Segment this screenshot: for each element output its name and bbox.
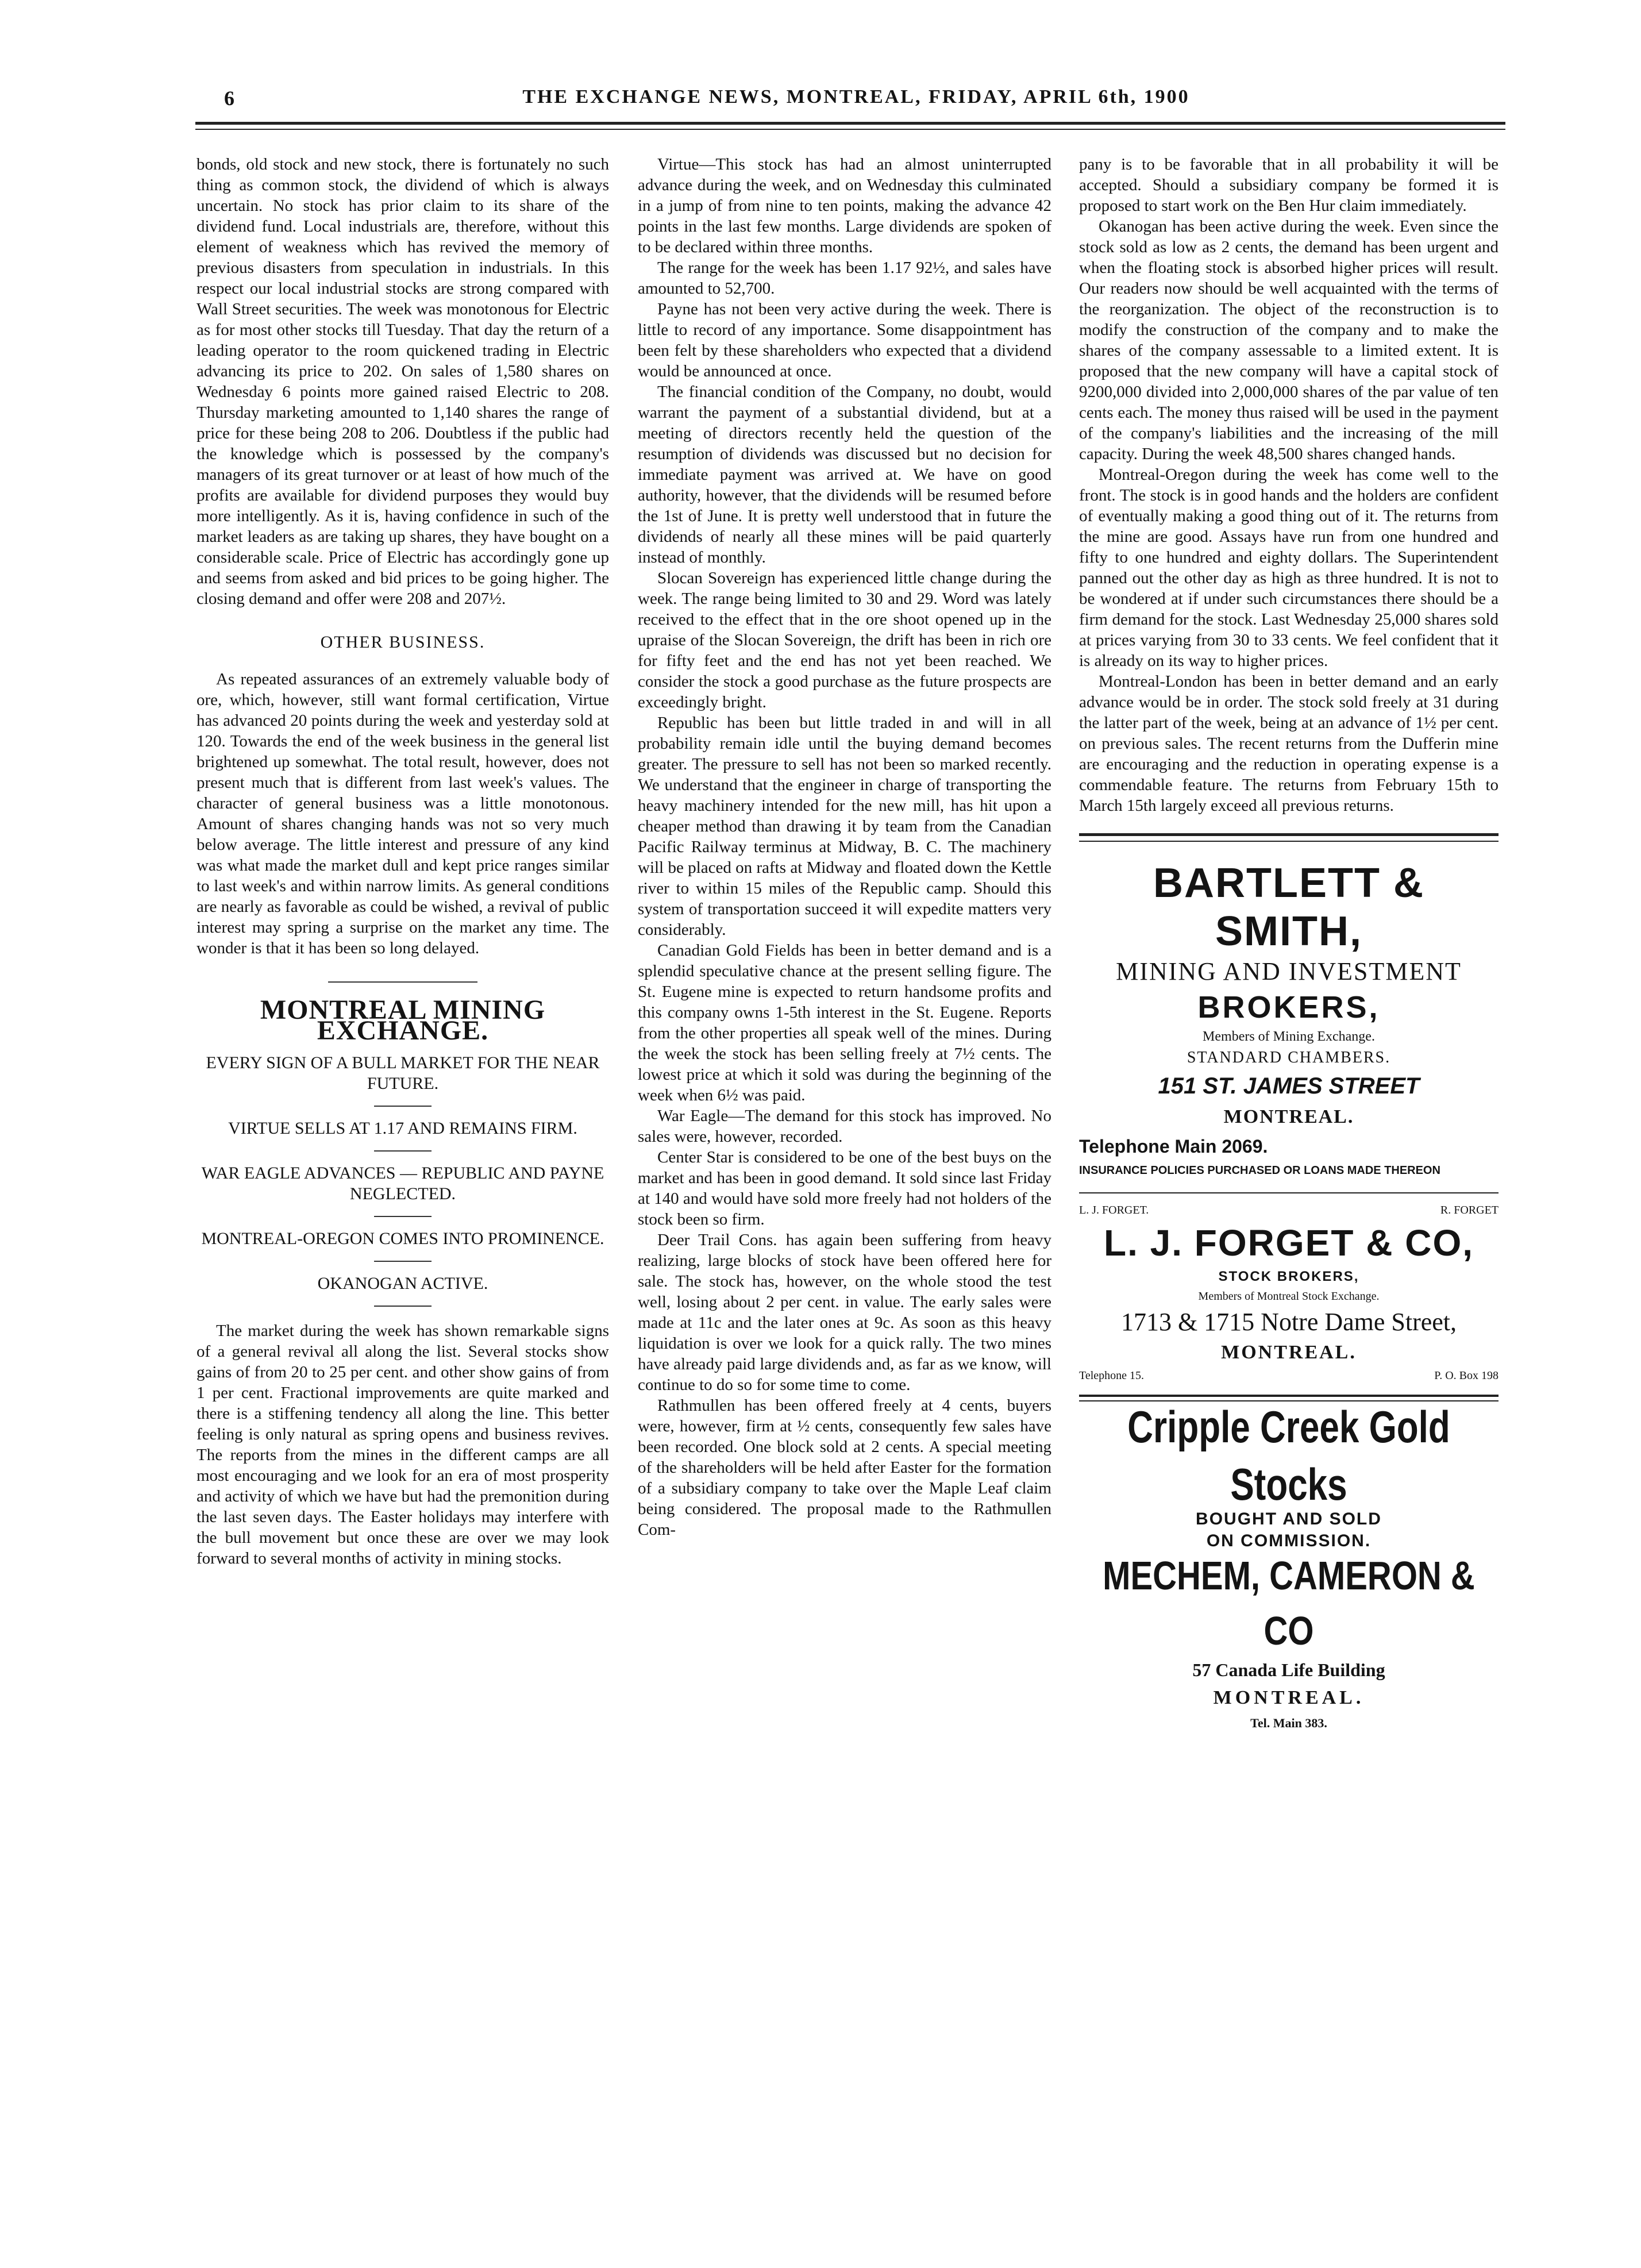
article-paragraph: Canadian Gold Fields has been in better demand and is a splendid speculative chance at the present selling figure. The St. Eugene mine is expected to return handsome profits and this company owns 1-5th interest in the St. Eugene. Reports from the other properties all speak well of the mines. During the week the stock has been selling freely at 7½ cents. The lowest price at which it sold was during the beginning of the week when 6½ was paid. bbox=[638, 941, 1051, 1104]
deck-headline: WAR EAGLE ADVANCES — REPUBLIC AND PAYNE NEGLECTED. bbox=[201, 1164, 604, 1203]
article-paragraph: Rathmullen has been offered freely at 4 cents, buyers were, however, firm at ½ cents, consequently few sales have been recorded. One block sold at 2 cents. A special meeting of the shareholders will be held after Easter for the formation of a subsidiary company to take over the Maple Leaf claim being considered. The proposal made to the Rathmullen Com- bbox=[638, 1396, 1051, 1539]
ad-divider bbox=[1079, 1395, 1499, 1397]
ad-line: ON COMMISSION. bbox=[1206, 1531, 1372, 1550]
ad-note: INSURANCE POLICIES PURCHASED OR LOANS MADE THEREON bbox=[1079, 1164, 1440, 1177]
deck-headline: VIRTUE SELLS AT 1.17 AND REMAINS FIRM. bbox=[228, 1119, 577, 1138]
ad-partner-left: L. J. FORGET. bbox=[1079, 1204, 1149, 1216]
divider bbox=[374, 1216, 432, 1217]
ad-firm-name: MECHEM, CAMERON & CO bbox=[1103, 1553, 1475, 1654]
article-paragraph: Republic has been but little traded in and will in all probability remain idle until the buying demand becomes greater. The pressure to sell has not been so marked recently. We understand that the engineer in charge of transporting the heavy machinery intended for the new mill, has hit upon a cheaper method than drawing it by team from the Canadian Pacific Railway terminus at Midway, B. C. The machinery will be placed on rafts at Midway and floated down the Kettle river to within 15 miles of the Republic camp. Should this system of transportation succeed it will expedite matters very considerably. bbox=[638, 714, 1051, 939]
column-3 bbox=[1079, 154, 1499, 1735]
article-paragraph: Montreal-London has been in better demand and an early advance would be in order. The stock sold freely at 31 during the latter part of the week, being at an advance of 1½ per cent. on previous sales. The recent returns from the Dufferin mine are encouraging and the reduction in operating expense is a commendable feature. The returns from February 15th to March 15th largely exceed all previous returns. bbox=[1079, 672, 1499, 815]
ad-line: Members of Mining Exchange. bbox=[1203, 1029, 1375, 1044]
ad-partners bbox=[1079, 1200, 1499, 1220]
section-heading-other-business: OTHER BUSINESS. bbox=[320, 633, 486, 652]
ad-box: P. O. Box 198 bbox=[1434, 1369, 1499, 1382]
article-paragraph: The financial condition of the Company, no doubt, would warrant the payment of a substantial dividend, but at a meeting of directors recently held the question of the resumption of dividends was discussed but no decision for immediate payment was arrived at. We have on good authority, however, that the dividends will be resumed before the 1st of June. It is pretty well understood that in future the dividends of nearly all these mines will be paid quarterly instead of monthly. bbox=[638, 383, 1051, 567]
ad-line: Members of Montreal Stock Exchange. bbox=[1198, 1290, 1380, 1303]
article-paragraph: Deer Trail Cons. has again been suffering from heavy realizing, large blocks of stock have been offered here for sale. The stock has, however, on the whole stood the test well, losing about 2 per cent. in value. The early sales were made at 11c and the later ones at 9c. As soon as this heavy liquidation is over we look for a quick rally. The two mines have already paid large dividends and, as far as we know, will continue to do so for some time to come. bbox=[638, 1231, 1051, 1394]
ad-headline: Cripple Creek Gold Stocks bbox=[1127, 1403, 1450, 1510]
article-paragraph: Virtue—This stock has had an almost uninterrupted advance during the week, and on Wednesday this culminated in a jump of from nine to ten points, making the advance 42 points in the last few months. Large dividends are spoken of to be declared within three months. bbox=[638, 155, 1051, 256]
article-paragraph: bonds, old stock and new stock, there is fortunately no such thing as common stock, the dividend of which is always uncertain. No stock has prior claim to its share of the dividend fund. Local industrials are, therefore, without this element of weakness which has revived the memory of previous disasters from speculation in industrials. In this respect our local industrial stocks are strong compared with Wall Street securities. The week was monotonous for Electric as for most other stocks till Tuesday. That day the return of a leading operator to the room quickened trading in Electric advancing its price to 202. On sales of 1,580 shares on Wednesday 6 points more gained raised Electric to 208. Thursday marketing amounted to 1,140 shares the range of price for these being 208 to 206. Doubtless if the public had the knowledge which is possessed by the company's managers of its great turnover or at least of how much of the profits are available for dividend purposes they would buy more intelligently. As it is, having confidence in such of the market leaders as are taking up shares, they have bought on a considerable scale. Price of Electric has accordingly gone up and seems from asked and bid prices to be going higher. The closing demand and offer were 208 and 207½. bbox=[197, 155, 609, 608]
ad-city: MONTREAL. bbox=[1223, 1106, 1354, 1127]
ad-partner-right: R. FORGET bbox=[1440, 1204, 1499, 1216]
section-heading-mining-exchange: MONTREAL MINING EXCHANGE. bbox=[260, 995, 546, 1046]
divider bbox=[328, 981, 477, 983]
advertisement-mechem-cameron bbox=[1079, 1403, 1499, 1735]
ad-firm-name: BARTLETT & SMITH, bbox=[1153, 860, 1424, 954]
ad-city: MONTREAL. bbox=[1213, 1687, 1365, 1708]
ad-phone: Tel. Main 383. bbox=[1250, 1716, 1327, 1730]
ad-city: MONTREAL. bbox=[1221, 1342, 1357, 1363]
ad-divider bbox=[1079, 1192, 1499, 1193]
divider bbox=[374, 1150, 432, 1152]
deck-headline: OKANOGAN ACTIVE. bbox=[317, 1274, 488, 1293]
masthead-title: THE EXCHANGE NEWS, MONTREAL, FRIDAY, APRIL 6th, 1900 bbox=[522, 86, 1190, 107]
ad-line: MINING AND INVESTMENT bbox=[1116, 957, 1462, 985]
column-1 bbox=[197, 154, 609, 1569]
article-paragraph: Slocan Sovereign has experienced little change during the week. The range being limited to 30 and 29. Word was lately received to the effect that in the ore shoot opened up in the upraise of the Slocan Sovereign, the drift has been in rich ore for fifty feet and the end has not yet been reached. We consider the stock a good purchase as the future prospects are exceedingly bright. bbox=[638, 569, 1051, 711]
article-paragraph: Payne has not been very active during the week. There is little to record of any importance. Some disappointment has been felt by these shareholders who expected that a dividend would be announced at once. bbox=[638, 300, 1051, 380]
ad-firm-name: L. J. FORGET & CO, bbox=[1103, 1222, 1474, 1264]
deck-headline: MONTREAL-OREGON COMES INTO PROMINENCE. bbox=[201, 1229, 604, 1248]
page-number: 6 bbox=[224, 87, 234, 110]
page-header bbox=[167, 86, 1546, 121]
header-rule-thin bbox=[195, 129, 1505, 130]
advertisement-forget bbox=[1079, 1200, 1499, 1385]
article-paragraph: Okanogan has been active during the week. Even since the stock sold as low as 2 cents, the demand has been urgent and when the floating stock is absorbed higher prices will result. Our readers now should be well acquainted with the terms of the reorganization. The object of the reconstruction is to modify the construction of the company and to make the shares of the company assessable to a limited extent. It is proposed that the new company will have a capital stock of 9200,000 divided into 2,000,000 shares of the par value of ten cents each. The money thus raised will be used in the payment of the company's liabilities and the increasing of the mill capacity. During the week 48,500 shares changed hands. bbox=[1079, 217, 1499, 463]
article-paragraph: pany is to be favorable that in all probability it will be accepted. Should a subsidiary company be formed it is proposed to start work on the Ben Hur claim immediately. bbox=[1079, 155, 1499, 215]
article-paragraph: Center Star is considered to be one of the best buys on the market and has been in good demand. It sold since last Friday at 140 and would have sold more freely had not holders of the stock been so firm. bbox=[638, 1148, 1051, 1229]
divider bbox=[374, 1261, 432, 1262]
article-paragraph: War Eagle—The demand for this stock has improved. No sales were, however, recorded. bbox=[638, 1107, 1051, 1146]
ad-address: 57 Canada Life Building bbox=[1192, 1659, 1385, 1680]
ad-line: STANDARD CHAMBERS. bbox=[1187, 1049, 1391, 1066]
column-2 bbox=[638, 154, 1051, 1540]
deck-headline: EVERY SIGN OF A BULL MARKET FOR THE NEAR FUTURE. bbox=[206, 1053, 600, 1093]
ad-divider bbox=[1079, 833, 1499, 836]
article-paragraph: The market during the week has shown remarkable signs of a general revival all along the list. Several stocks show gains of from 20 to 25 per cent. and other show gains of from 1 per cent. Fractional improvements are quite marked and there is a stiffening tendency all along the line. This better feeling is only natural as spring opens and business revives. The reports from the mines in the different camps are all most encouraging and we look for an era of most prosperity and activity of which we have but had the premonition during the last seven days. The Easter holidays may interfere with the bull movement but once these are over we may look forward to several months of activity in mining stocks. bbox=[197, 1322, 609, 1568]
article-paragraph: The range for the week has been 1.17 92½, and sales have amounted to 52,700. bbox=[638, 259, 1051, 298]
ad-phone: Telephone 15. bbox=[1079, 1369, 1145, 1382]
ad-contacts bbox=[1079, 1366, 1499, 1385]
ad-line: BROKERS, bbox=[1197, 990, 1380, 1025]
ad-line: BOUGHT AND SOLD bbox=[1196, 1510, 1382, 1528]
article-paragraph: As repeated assurances of an extremely valuable body of ore, which, however, still want formal certification, Virtue has advanced 20 points during the week and yesterday sold at 120. Towards the end of the week business in the general list brightened up somewhat. The total result, however, does not present much that is different from last week's values. The character of general business was a little monotonous. Amount of shares changing hands was not so very much below average. The little interest and pressure of any kind was what made the market dull and kept price ranges similar to last week's and within narrow limits. As general conditions are nearly as favorable as could be wished, a revival of public interest may spring a surprise on the market any time. The wonder is that it has been so long delayed. bbox=[197, 670, 609, 957]
divider bbox=[374, 1306, 432, 1307]
ad-phone: Telephone Main 2069. bbox=[1079, 1136, 1268, 1157]
ad-address: 151 ST. JAMES STREET bbox=[1158, 1073, 1420, 1099]
ad-line: STOCK BROKERS, bbox=[1218, 1269, 1359, 1284]
divider bbox=[374, 1106, 432, 1107]
advertisement-bartlett-smith bbox=[1079, 859, 1499, 1180]
ad-divider-thin bbox=[1079, 841, 1499, 842]
header-rule bbox=[195, 122, 1505, 125]
article-paragraph: Montreal-Oregon during the week has come well to the front. The stock is in good hands and the holders are confident of eventually making a good thing out of it. The returns from the mine are good. Assays have run from one hundred and fifty to one hundred and eighty dollars. The Superintendent panned out the other day as high as three hundred. It is not to be wondered at if under such circumstances there should be a firm demand for the stock. Last Wednesday 25,000 shares sold at prices varying from 30 to 33 cents. We feel confident that it is already on its way to higher prices. bbox=[1079, 465, 1499, 670]
ad-address: 1713 & 1715 Notre Dame Street, bbox=[1120, 1308, 1457, 1336]
